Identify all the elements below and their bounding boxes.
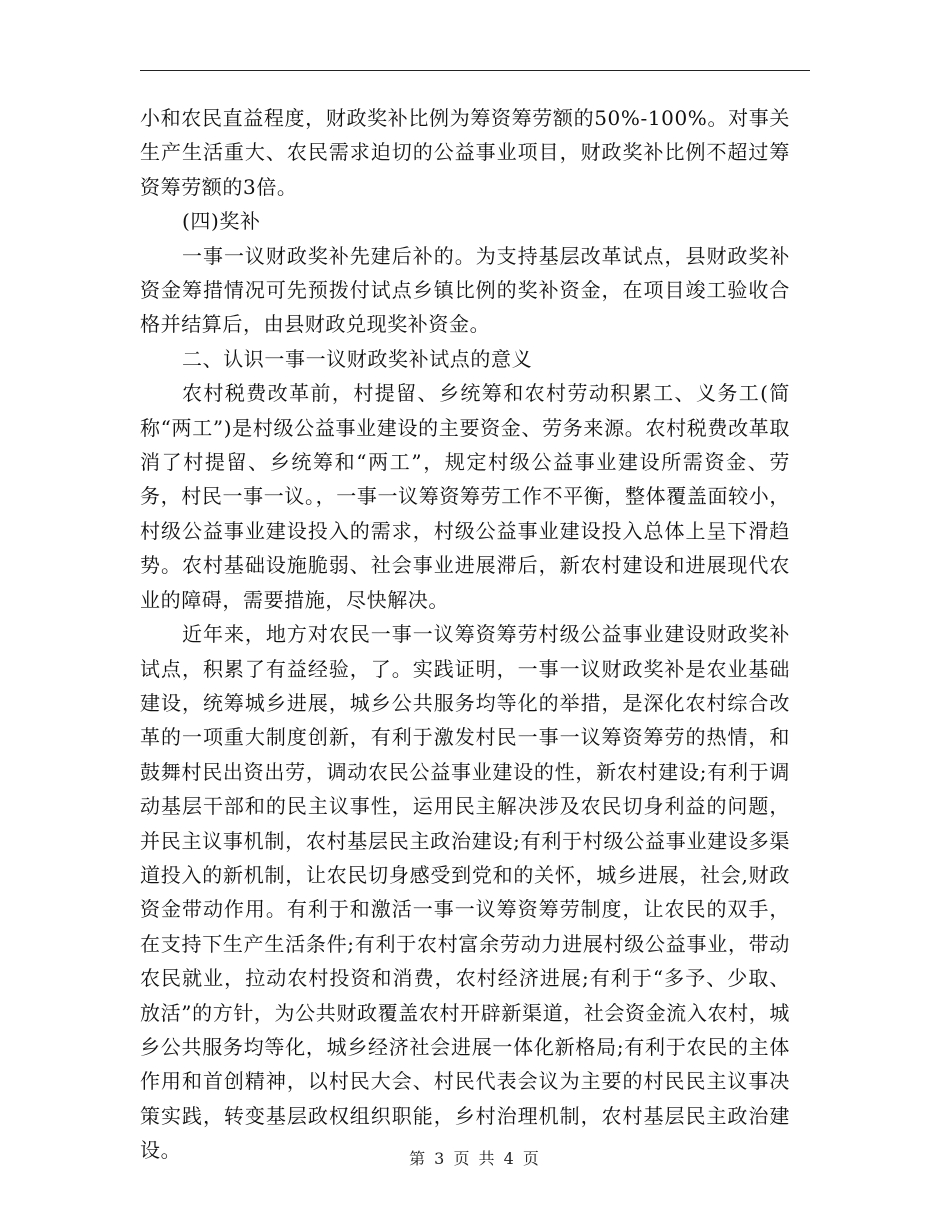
paragraph-3: 一事一议财政奖补先建后补的。为支持基层改革试点，县财政奖补资金筹措情况可先预拨付试点乡镇比例的奖补资金，在项目竣工验收合格并结算后，由县财政兑现奖补资金。 [140,243,790,337]
section-heading-significance: 二、认识一事一议财政奖补试点的意义 [182,346,533,371]
paragraph-6: 近年来，地方对农民一事一议筹资筹劳村级公益事业建设财政奖补试点，积累了有益经验，了。实践证明，一事一议财政奖补是农业基础建设，统筹城乡进展，城乡公共服务均等化的举措，是深化农村综合改革的一项重大制度创新，有利于激发村民一事一议筹资筹劳的热情，和鼓舞村民出资出劳，调动农民公益事业建设的性，新农村建设;有利于调动基层干部和的民主议事性，运用民主解决涉及农民切身利益的问题，并民主议事机制，农村基层民主政治建设;有利于村级公益事业建设多渠道投入的新机制，让农民切身感受到党和的关怀，城乡进展，社会,财政资金带动作用。有利于和激活一事一议筹资筹劳制度，让农民的双手，在支持下生产生活条件;有利于农村富余劳动力进展村级公益事业，带动农民就业，拉动农村投资和消费，农村经济进展;有利于“多予、少取、放活”的方针，为公共财政覆盖农村开辟新渠道，社会资金流入农村，城乡公共服务均等化，城乡经济社会进展一体化新格局;有利于农民的主体作用和首创精神，以村民大会、村民代表会议为主要的村民民主议事决策实践，转变基层政权组织职能，乡村治理机制，农村基层民主政治建设。 [140,622,790,1163]
document-body [140,101,790,1168]
page-number-footer: 第 3 页 共 4 页 [409,1149,541,1168]
section-heading-award: (四)奖补 [182,209,261,234]
header-rule [140,70,810,71]
paragraph-5: 农村税费改革前，村提留、乡统筹和农村劳动积累工、义务工(简称“两工”)是村级公益事业建设的主要资金、劳务来源。农村税费改革取消了村提留、乡统筹和“两工”，规定村级公益事业建设所需资金、劳务，村民一事一议。，一事一议筹资筹劳工作不平衡，整体覆盖面较小，村级公益事业建设投入的需求，村级公益事业建设投入总体上呈下滑趋势。农村基础设施脆弱、社会事业进展滞后，新农村建设和进展现代农业的障碍，需要措施，尽快解决。 [140,381,790,612]
paragraph-1: 小和农民直益程度，财政奖补比例为筹资筹劳额的50%-100%。对事关生产生活重大、农民需求迫切的公益事业项目，财政奖补比例不超过筹资筹劳额的3倍。 [140,106,790,199]
